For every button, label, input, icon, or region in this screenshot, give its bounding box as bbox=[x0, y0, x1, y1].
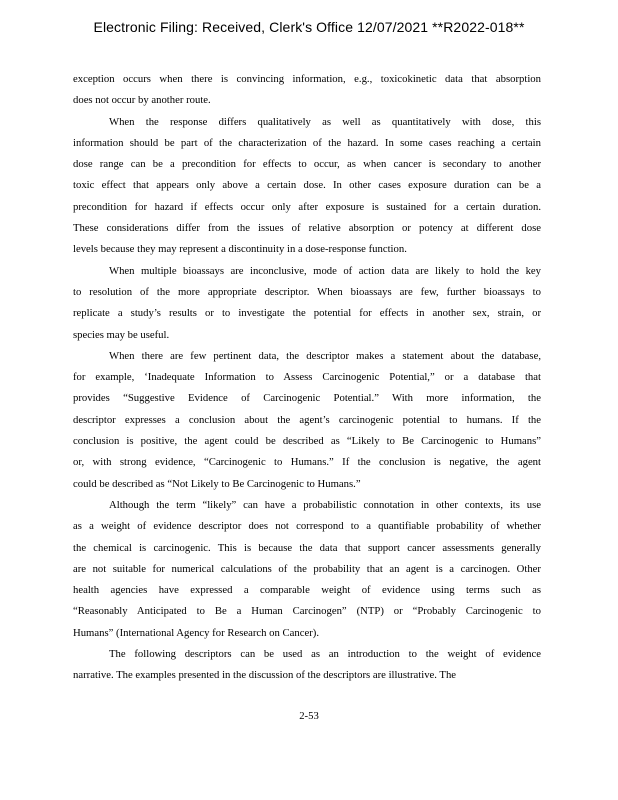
text-line: The following descriptors can be used as an introduction to the weight of evidence bbox=[109, 648, 541, 661]
text-line: are not suitable for numerical calculations of the probability that an agent is a carcinogen. Other bbox=[73, 562, 541, 575]
page-number: 2-53 bbox=[299, 710, 319, 722]
text-line: for example, ‘Inadequate Information to Assess Carcinogenic Potential,” or a database that bbox=[73, 371, 541, 384]
text-line: dose range can be a precondition for effects to occur, as when cancer is secondary to another bbox=[73, 158, 541, 171]
filing-stamp-header: Electronic Filing: Received, Clerk's Office 12/07/2021 **R2022-018** bbox=[93, 19, 525, 35]
text-line: “Reasonably Anticipated to Be a Human Carcinogen” (NTP) or “Probably Carcinogenic to bbox=[73, 605, 541, 618]
text-line: precondition for hazard if effects occur only after exposure is sustained for a certain duration. bbox=[73, 200, 541, 213]
text-line: levels because they may represent a discontinuity in a dose-response function. bbox=[73, 243, 407, 256]
text-line: narrative. The examples presented in the discussion of the descriptors are illustrative. The bbox=[73, 669, 457, 682]
text-line: the chemical is carcinogenic. This is because the data that support cancer assessments generally bbox=[73, 541, 541, 554]
text-line: descriptor expresses a conclusion about the agent’s carcinogenic potential to humans. If the bbox=[73, 413, 541, 426]
text-line: to resolution of the more appropriate descriptor. When bioassays are few, further bioassays to bbox=[73, 285, 541, 298]
text-line: as a weight of evidence descriptor does not correspond to a quantifiable probability of whether bbox=[73, 520, 541, 533]
text-line: does not occur by another route. bbox=[73, 94, 211, 107]
text-line: could be described as “Not Likely to Be Carcinogenic to Humans.” bbox=[73, 477, 361, 490]
text-line: Humans” (International Agency for Research on Cancer). bbox=[73, 626, 320, 639]
text-line: These considerations differ from the issues of relative absorption or potency at different dose bbox=[73, 222, 541, 235]
text-line: When the response differs qualitatively as well as quantitatively with dose, this bbox=[109, 115, 541, 128]
text-line: species may be useful. bbox=[73, 328, 170, 341]
text-line: conclusion is positive, the agent could be described as “Likely to Be Carcinogenic to Humans” bbox=[73, 435, 541, 448]
text-line: health agencies have expressed a comparable weight of evidence using terms such as bbox=[73, 584, 541, 597]
text-line: provides “Suggestive Evidence of Carcinogenic Potential.” With more information, the bbox=[73, 392, 541, 405]
text-line: information should be part of the characterization of the hazard. In some cases reaching a certain bbox=[73, 136, 541, 149]
text-line: or, with strong evidence, “Carcinogenic to Humans.” If the conclusion is negative, the agent bbox=[73, 456, 541, 469]
text-line: toxic effect that appears only above a certain dose. In other cases exposure duration can be a bbox=[73, 179, 541, 192]
text-line: When there are few pertinent data, the descriptor makes a statement about the database, bbox=[109, 349, 541, 362]
text-line: replicate a study’s results or to investigate the potential for effects in another sex, strain, or bbox=[73, 307, 541, 320]
text-line: exception occurs when there is convincing information, e.g., toxicokinetic data that absorption bbox=[73, 73, 541, 85]
document-body bbox=[73, 69, 541, 687]
text-line: Although the term “likely” can have a probabilistic connotation in other contexts, its use bbox=[109, 498, 541, 511]
text-line: When multiple bioassays are inconclusive, mode of action data are likely to hold the key bbox=[109, 264, 541, 277]
